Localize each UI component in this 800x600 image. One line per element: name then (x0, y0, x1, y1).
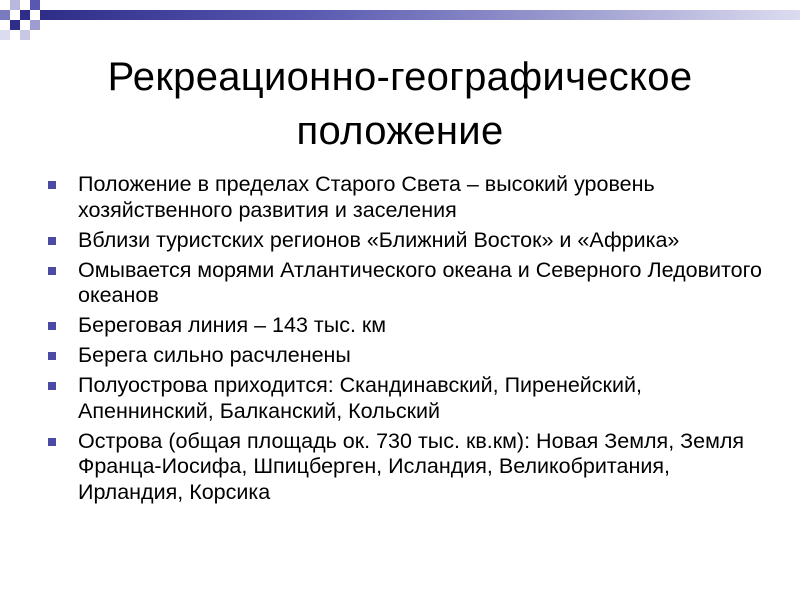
bullet-item (44, 429, 764, 506)
square-bullet-icon (48, 438, 56, 446)
bullet-item (44, 343, 764, 369)
bullet-item (44, 228, 764, 254)
bullet-item (44, 373, 764, 424)
slide-title: Рекреационно-географическое положение (107, 55, 693, 153)
bullet-item (44, 258, 764, 309)
decor-square (30, 20, 40, 30)
square-bullet-icon (48, 352, 56, 360)
square-bullet-icon (48, 322, 56, 330)
decor-square (20, 30, 30, 40)
top-decoration (0, 0, 800, 40)
bullet-text: Полуострова приходится: Скандинавский, Пиренейский, Апеннинский, Балканский, Кольский (78, 373, 642, 423)
bullet-text: Вблизи туристских регионов «Ближний Восток» и «Африка» (78, 227, 680, 252)
bullet-text: Береговая линия – 143 тыс. км (78, 313, 387, 337)
bullet-text: Положение в пределах Старого Света – высокий уровень хозяйственного развития и заселения (78, 172, 655, 222)
square-bullet-icon (48, 237, 56, 245)
square-bullet-icon (48, 181, 56, 189)
decor-square (0, 30, 10, 40)
bullet-list (44, 172, 764, 510)
decor-square (10, 20, 20, 30)
bullet-item (44, 172, 764, 223)
square-bullet-icon (48, 267, 56, 275)
decor-square (0, 10, 10, 20)
square-bullet-icon (48, 382, 56, 390)
decor-square (20, 10, 30, 20)
bullet-text: Острова (общая площадь ок. 730 тыс. кв.км): Новая Земля, Земля Франца-Иосифа, Шпицберген, Исландия, Великобритания, Ирландия, Корсика (78, 428, 745, 504)
bullet-text: Берега сильно расчленены (78, 343, 351, 367)
header-gradient-bar (40, 10, 800, 20)
bullet-item (44, 313, 764, 339)
bullet-text: Омывается морями Атлантического океана и Северного Ледовитого океанов (78, 257, 762, 307)
decor-square (10, 0, 20, 10)
decor-square (30, 0, 40, 10)
